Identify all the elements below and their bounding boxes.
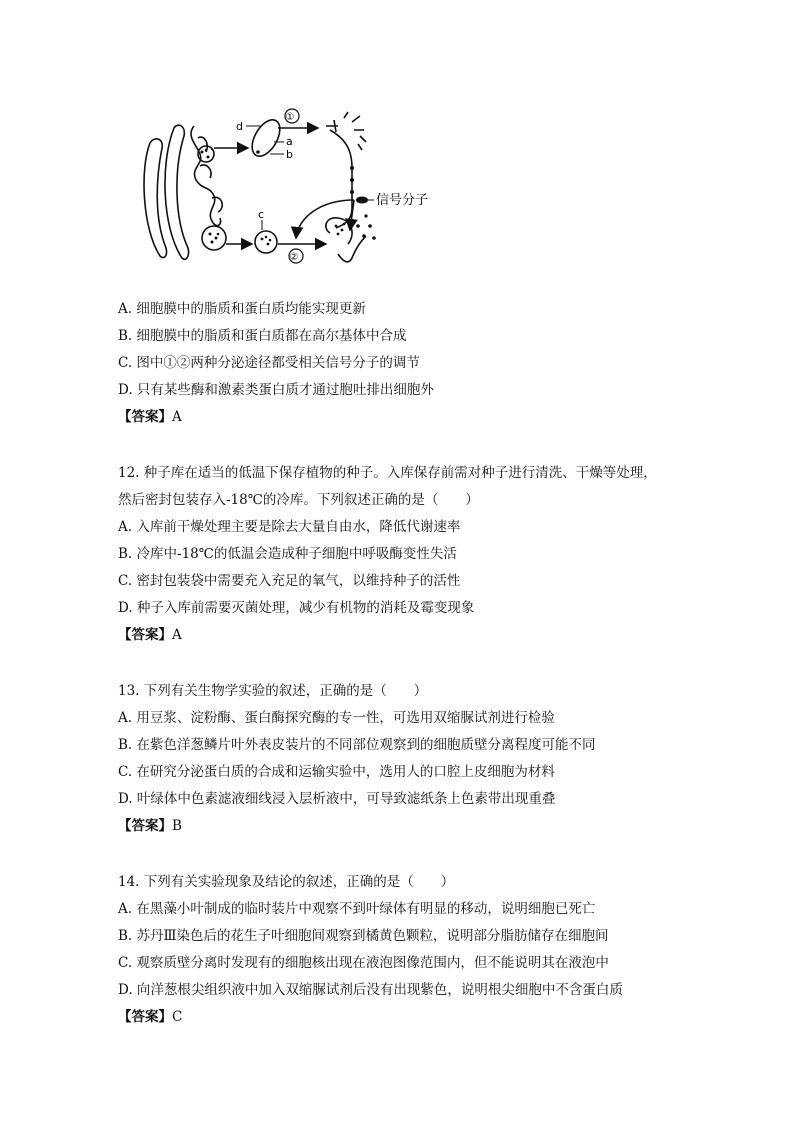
q13-option-a: A. 用豆浆、淀粉酶、蛋白酶探究酶的专一性，可选用双缩脲试剂进行检验 bbox=[118, 710, 555, 726]
q12-stem-line-2: 然后密封包装存入-18℃的冷库。下列叙述正确的是（ ） bbox=[118, 492, 479, 508]
q12-option-d: D. 种子入库前需要灭菌处理，减少有机物的消耗及霉变现象 bbox=[118, 600, 475, 616]
q14-option-d: D. 向洋葱根尖组织液中加入双缩脲试剂后没有出现紫色，说明根尖细胞中不含蛋白质 bbox=[118, 982, 623, 998]
q14-option-a: A. 在黑藻小叶制成的临时装片中观察不到叶绿体有明显的移动，说明细胞已死亡 bbox=[118, 901, 596, 917]
label-a: a bbox=[286, 135, 293, 148]
q13-option-c: C. 在研究分泌蛋白质的合成和运输实验中，选用人的口腔上皮细胞为材料 bbox=[118, 764, 555, 780]
label-c: c bbox=[258, 208, 265, 221]
answer-label: 【答案】 bbox=[118, 409, 172, 425]
answer-label: 【答案】 bbox=[118, 818, 172, 834]
q12-answer bbox=[118, 626, 182, 644]
answer-value: B bbox=[172, 818, 182, 834]
q12-stem-line-1: 12. 种子库在适当的低温下保存植物的种子。入库保存前需对种子进行清洗、干燥等处理， bbox=[118, 465, 657, 481]
q13-answer bbox=[118, 817, 182, 835]
label-pathway-2: ② bbox=[289, 252, 299, 263]
answer-value: A bbox=[172, 409, 182, 425]
label-d: d bbox=[236, 120, 243, 133]
answer-label: 【答案】 bbox=[118, 1009, 172, 1025]
q14-answer bbox=[118, 1008, 182, 1026]
answer-value: A bbox=[172, 627, 182, 643]
q14-option-c: C. 观察质壁分离时发现有的细胞核出现在液泡图像范围内，但不能说明其在液泡中 bbox=[118, 955, 609, 971]
answer-label: 【答案】 bbox=[118, 627, 172, 643]
q11-answer bbox=[118, 408, 182, 426]
q11-option-b: B. 细胞膜中的脂质和蛋白质都在高尔基体中合成 bbox=[118, 328, 407, 344]
q13-option-d: D. 叶绿体中色素滤液细线浸入层析液中，可导致滤纸条上色素带出现重叠 bbox=[118, 791, 556, 807]
q13-option-b: B. 在紫色洋葱鳞片叶外表皮装片的不同部位观察到的细胞质壁分离程度可能不同 bbox=[118, 737, 596, 753]
q11-option-d: D. 只有某些酶和激素类蛋白质才通过胞吐排出细胞外 bbox=[118, 382, 434, 398]
q12-option-b: B. 冷库中-18℃的低温会造成种子细胞中呼吸酶变性失活 bbox=[118, 546, 457, 562]
secretion-pathway-diagram bbox=[130, 108, 450, 276]
q14-stem: 14. 下列有关实验现象及结论的叙述，正确的是（ ） bbox=[118, 874, 455, 890]
q11-option-a: A. 细胞膜中的脂质和蛋白质均能实现更新 bbox=[118, 301, 366, 317]
q12-option-c: C. 密封包装袋中需要充入充足的氧气，以维持种子的活性 bbox=[118, 573, 461, 589]
q14-option-b: B. 苏丹Ⅲ染色后的花生子叶细胞间观察到橘黄色颗粒，说明部分脂肪储存在细胞间 bbox=[118, 928, 609, 944]
answer-value: C bbox=[172, 1009, 183, 1025]
label-b: b bbox=[286, 148, 293, 161]
q13-stem: 13. 下列有关生物学实验的叙述，正确的是（ ） bbox=[118, 683, 428, 699]
q11-option-c: C. 图中①②两种分泌途径都受相关信号分子的调节 bbox=[118, 355, 420, 371]
label-signal-molecule: 信号分子 bbox=[376, 193, 429, 208]
q12-option-a: A. 入库前干燥处理主要是除去大量自由水，降低代谢速率 bbox=[118, 519, 461, 535]
label-pathway-1: ① bbox=[285, 112, 295, 123]
